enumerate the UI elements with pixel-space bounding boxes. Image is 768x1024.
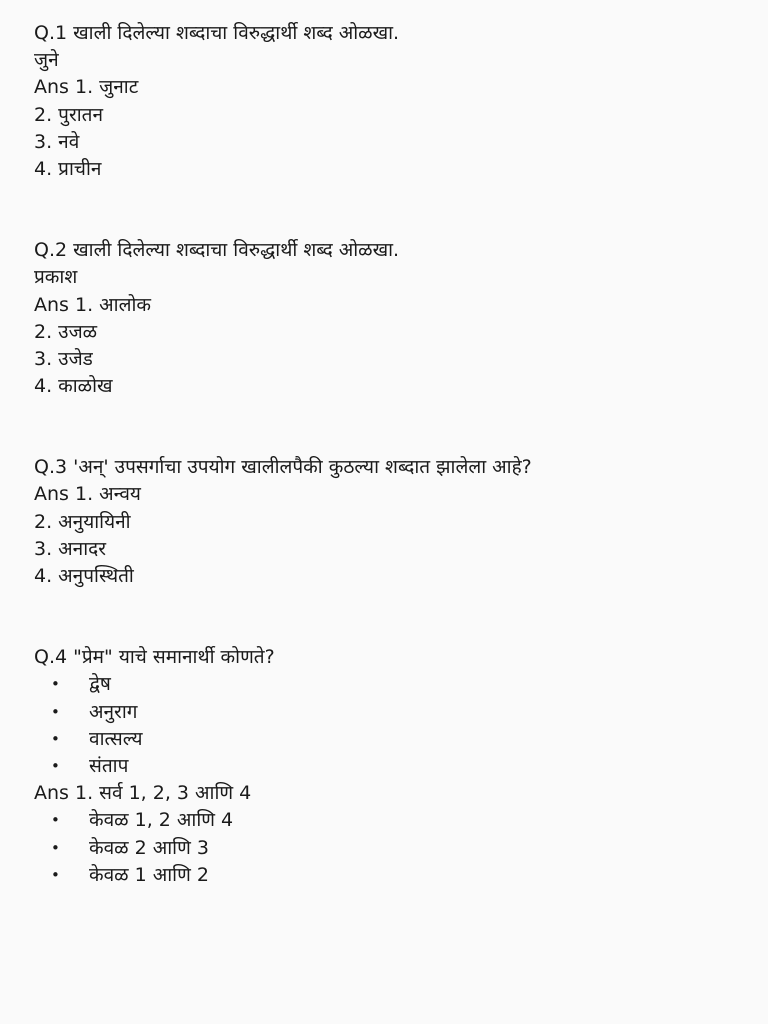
list-item-text: संताप: [89, 754, 129, 777]
list-item-text: वात्सल्य: [89, 727, 143, 750]
question-3-option-2: 2. अनुयायिनी: [34, 510, 131, 533]
question-2-option-4: 4. काळोख: [34, 375, 113, 398]
list-item-text: केवळ 1 आणि 2: [89, 863, 209, 886]
list-item-text: केवळ 1, 2 आणि 4: [89, 809, 234, 832]
question-2-option-2: 2. उजळ: [34, 320, 98, 343]
question-3-option-1: Ans 1. अन्वय: [34, 483, 141, 506]
question-3-option-3: 3. अनादर: [34, 537, 107, 560]
bullet-icon: •: [51, 865, 60, 884]
spacer: [34, 183, 754, 237]
question-2-option-1: Ans 1. आलोक: [34, 293, 151, 316]
list-item-text: अनुराग: [89, 700, 138, 723]
question-3-text: Q.3 'अन्' उपसर्गाचा उपयोग खालीलपैकी कुठल्या शब्दात झालेला आहे?: [34, 456, 532, 479]
question-1-option-4: 4. प्राचीन: [34, 157, 102, 180]
list-item: [34, 671, 754, 698]
list-item: [34, 753, 754, 780]
question-1-word: जुने: [34, 49, 59, 72]
list-item: [34, 726, 754, 753]
spacer: [34, 590, 754, 644]
bullet-icon: •: [51, 811, 60, 830]
question-4-word-list: [34, 671, 754, 780]
question-1-option-1: Ans 1. जुनाट: [34, 76, 139, 99]
list-item: [34, 862, 754, 889]
question-3-option-4: 4. अनुपस्थिती: [34, 565, 134, 587]
bullet-icon: •: [51, 756, 60, 775]
question-1-option-2: 2. पुरातन: [34, 103, 104, 126]
document-page: [34, 20, 754, 889]
question-3-block: [34, 454, 754, 590]
spacer: [34, 400, 754, 454]
list-item: [34, 699, 754, 726]
question-1-block: [34, 20, 754, 183]
question-4-text: Q.4 "प्रेम" याचे समानार्थी कोणते?: [34, 646, 275, 669]
question-2-text: Q.2 खाली दिलेल्या शब्दाचा विरुद्धार्थी शब्द ओळखा.: [34, 239, 400, 262]
list-item-text: द्वेष: [89, 673, 111, 696]
question-4-option-1: Ans 1. सर्व 1, 2, 3 आणि 4: [34, 782, 252, 805]
bullet-icon: •: [51, 702, 60, 721]
list-item: [34, 807, 754, 834]
question-4-block: [34, 644, 754, 889]
question-1-option-3: 3. नवे: [34, 130, 80, 153]
question-2-block: [34, 237, 754, 400]
question-2-word: प्रकाश: [34, 266, 78, 289]
bullet-icon: •: [51, 675, 60, 694]
question-1-text: Q.1 खाली दिलेल्या शब्दाचा विरुद्धार्थी शब्द ओळखा.: [34, 22, 400, 44]
list-item: [34, 835, 754, 862]
bullet-icon: •: [51, 729, 60, 748]
bullet-icon: •: [51, 838, 60, 857]
question-4-answer-list: [34, 807, 754, 889]
list-item-text: केवळ 2 आणि 3: [89, 836, 209, 859]
question-2-option-3: 3. उजेड: [34, 347, 93, 370]
